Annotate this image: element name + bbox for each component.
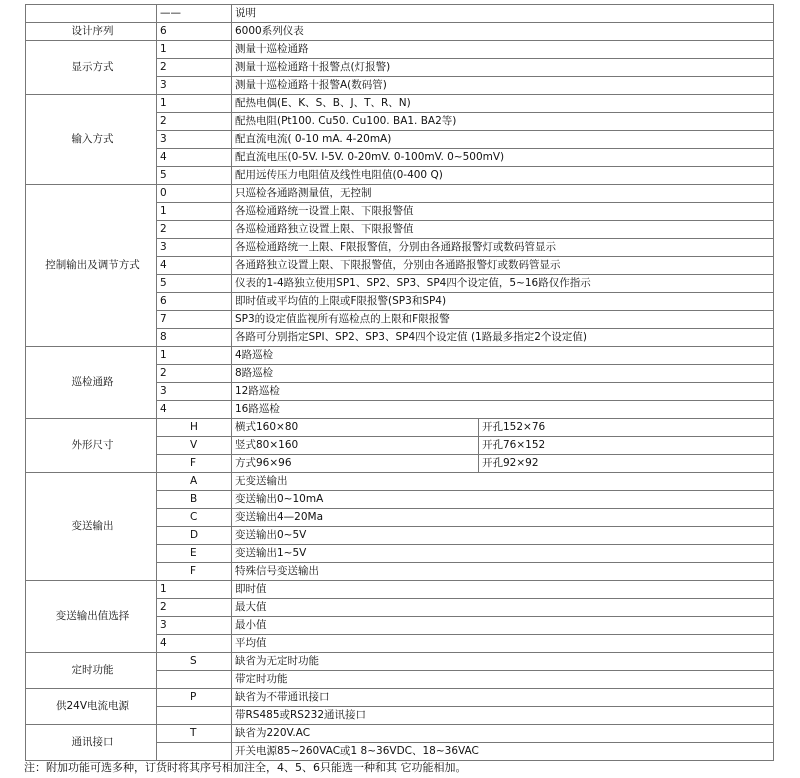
option-description: 配直流电压(0-5V. I-5V. 0-20mV. 0-100mV. 0~500mV) (232, 149, 774, 167)
option-code: 3 (157, 617, 232, 635)
header-dash: —— (157, 5, 232, 23)
option-code: 3 (157, 131, 232, 149)
option-code (157, 743, 232, 761)
option-description: 缺省为220V.AC (232, 725, 774, 743)
option-description: 无变送输出 (232, 473, 774, 491)
cutout-size: 开孔92×92 (479, 455, 774, 473)
option-code: 3 (157, 77, 232, 95)
table-row (26, 473, 774, 491)
option-description: 即时值 (232, 581, 774, 599)
option-code: C (157, 509, 232, 527)
section-label: 控制输出及调节方式 (26, 185, 157, 347)
option-code: 5 (157, 167, 232, 185)
option-code: V (157, 437, 232, 455)
option-description: 带定时功能 (232, 671, 774, 689)
section-label: 供24V电流电源 (26, 689, 157, 725)
section-label: 变送输出值选择 (26, 581, 157, 653)
section-label: 定时功能 (26, 653, 157, 689)
option-code: 4 (157, 149, 232, 167)
option-description: 仪表的1-4路独立使用SP1、SP2、SP3、SP4四个设定值，5~16路仅作指示 (232, 275, 774, 293)
option-code: E (157, 545, 232, 563)
option-code: 8 (157, 329, 232, 347)
spec-table-body (26, 5, 774, 761)
option-code: 7 (157, 311, 232, 329)
option-code: F (157, 455, 232, 473)
section-label: 外形尺寸 (26, 419, 157, 473)
table-row (26, 653, 774, 671)
option-code: 1 (157, 41, 232, 59)
header-desc: 说明 (232, 5, 774, 23)
option-code: 2 (157, 599, 232, 617)
table-row (26, 419, 774, 437)
option-code: 3 (157, 383, 232, 401)
option-description: SP3的设定值监视所有巡检点的上限和F限报警 (232, 311, 774, 329)
option-description: 各巡检通路统一设置上限、下限报警值 (232, 203, 774, 221)
option-description: 只巡检各通路测量值，无控制 (232, 185, 774, 203)
option-description: 各巡检通路独立设置上限、下限报警值 (232, 221, 774, 239)
option-code: 4 (157, 401, 232, 419)
section-label: 设计序列 (26, 23, 157, 41)
table-row (26, 725, 774, 743)
option-code: 1 (157, 581, 232, 599)
option-code: 2 (157, 113, 232, 131)
option-description: 8路巡检 (232, 365, 774, 383)
option-description: 配用远传压力电阻值及线性电阻值(0-400 Q) (232, 167, 774, 185)
option-description: 缺省为无定时功能 (232, 653, 774, 671)
section-label: 巡检通路 (26, 347, 157, 419)
cutout-size: 开孔152×76 (479, 419, 774, 437)
option-code: 5 (157, 275, 232, 293)
option-code: 2 (157, 221, 232, 239)
table-row (26, 689, 774, 707)
option-code: 1 (157, 203, 232, 221)
section-label: 输入方式 (26, 95, 157, 185)
table-row (26, 347, 774, 365)
option-description: 竖式80×160 (232, 437, 479, 455)
option-description: 最小值 (232, 617, 774, 635)
option-code (157, 707, 232, 725)
option-code: 1 (157, 347, 232, 365)
option-code: T (157, 725, 232, 743)
option-description: 16路巡检 (232, 401, 774, 419)
option-code: 1 (157, 95, 232, 113)
option-description: 测量十巡检通路十报警A(数码管) (232, 77, 774, 95)
option-code: 6 (157, 23, 232, 41)
option-description: 各巡检通路统一上限、F限报警值，分别由各通路报警灯或数码管显示 (232, 239, 774, 257)
option-description: 各路可分别指定SPI、SP2、SP3、SP4四个设定值 (1路最多指定2个设定值) (232, 329, 774, 347)
option-description: 带RS485或RS232通讯接口 (232, 707, 774, 725)
option-description: 变送输出1~5V (232, 545, 774, 563)
option-description: 横式160×80 (232, 419, 479, 437)
option-description: 方式96×96 (232, 455, 479, 473)
footnote: 注：附加功能可选多种，订货时将其序号相加注全，4、5、6只能选一种和其 它功能相加。 (24, 761, 467, 774)
option-description: 即时值或平均值的上限或F限报警(SP3和SP4) (232, 293, 774, 311)
spec-table (25, 4, 774, 761)
section-label: 通讯接口 (26, 725, 157, 761)
header-blank (26, 5, 157, 23)
option-code: 6 (157, 293, 232, 311)
option-code: 4 (157, 635, 232, 653)
option-code: 2 (157, 365, 232, 383)
table-row (26, 185, 774, 203)
option-description: 配热电阻(Pt100. Cu50. Cu100. BA1. BA2等) (232, 113, 774, 131)
table-row (26, 95, 774, 113)
option-description: 6000系列仪表 (232, 23, 774, 41)
option-description: 变送输出0~5V (232, 527, 774, 545)
header-row (26, 5, 774, 23)
option-code: F (157, 563, 232, 581)
table-row (26, 581, 774, 599)
option-description: 测量十巡检通路十报警点(灯报警) (232, 59, 774, 77)
option-code: 2 (157, 59, 232, 77)
option-description: 4路巡检 (232, 347, 774, 365)
option-code: A (157, 473, 232, 491)
option-code: 4 (157, 257, 232, 275)
option-code: 3 (157, 239, 232, 257)
section-label: 显示方式 (26, 41, 157, 95)
section-label: 变送输出 (26, 473, 157, 581)
option-description: 变送输出4—20Ma (232, 509, 774, 527)
option-description: 配直流电流( 0-10 mA. 4-20mA) (232, 131, 774, 149)
cutout-size: 开孔76×152 (479, 437, 774, 455)
option-code: S (157, 653, 232, 671)
option-code: H (157, 419, 232, 437)
option-description: 最大值 (232, 599, 774, 617)
option-code: 0 (157, 185, 232, 203)
option-description: 变送输出0~10mA (232, 491, 774, 509)
option-code: D (157, 527, 232, 545)
option-description: 开关电源85~260VAC或1 8~36VDC、18~36VAC (232, 743, 774, 761)
option-description: 缺省为不带通讯接口 (232, 689, 774, 707)
option-code (157, 671, 232, 689)
option-description: 测量十巡检通路 (232, 41, 774, 59)
option-description: 特殊信号变送输出 (232, 563, 774, 581)
option-code: P (157, 689, 232, 707)
table-row (26, 23, 774, 41)
option-code: B (157, 491, 232, 509)
option-description: 平均值 (232, 635, 774, 653)
option-description: 配热电偶(E、K、S、B、J、T、R、N) (232, 95, 774, 113)
table-row (26, 41, 774, 59)
option-description: 各通路独立设置上限、下限报警值，分别由各通路报警灯或数码管显示 (232, 257, 774, 275)
option-description: 12路巡检 (232, 383, 774, 401)
